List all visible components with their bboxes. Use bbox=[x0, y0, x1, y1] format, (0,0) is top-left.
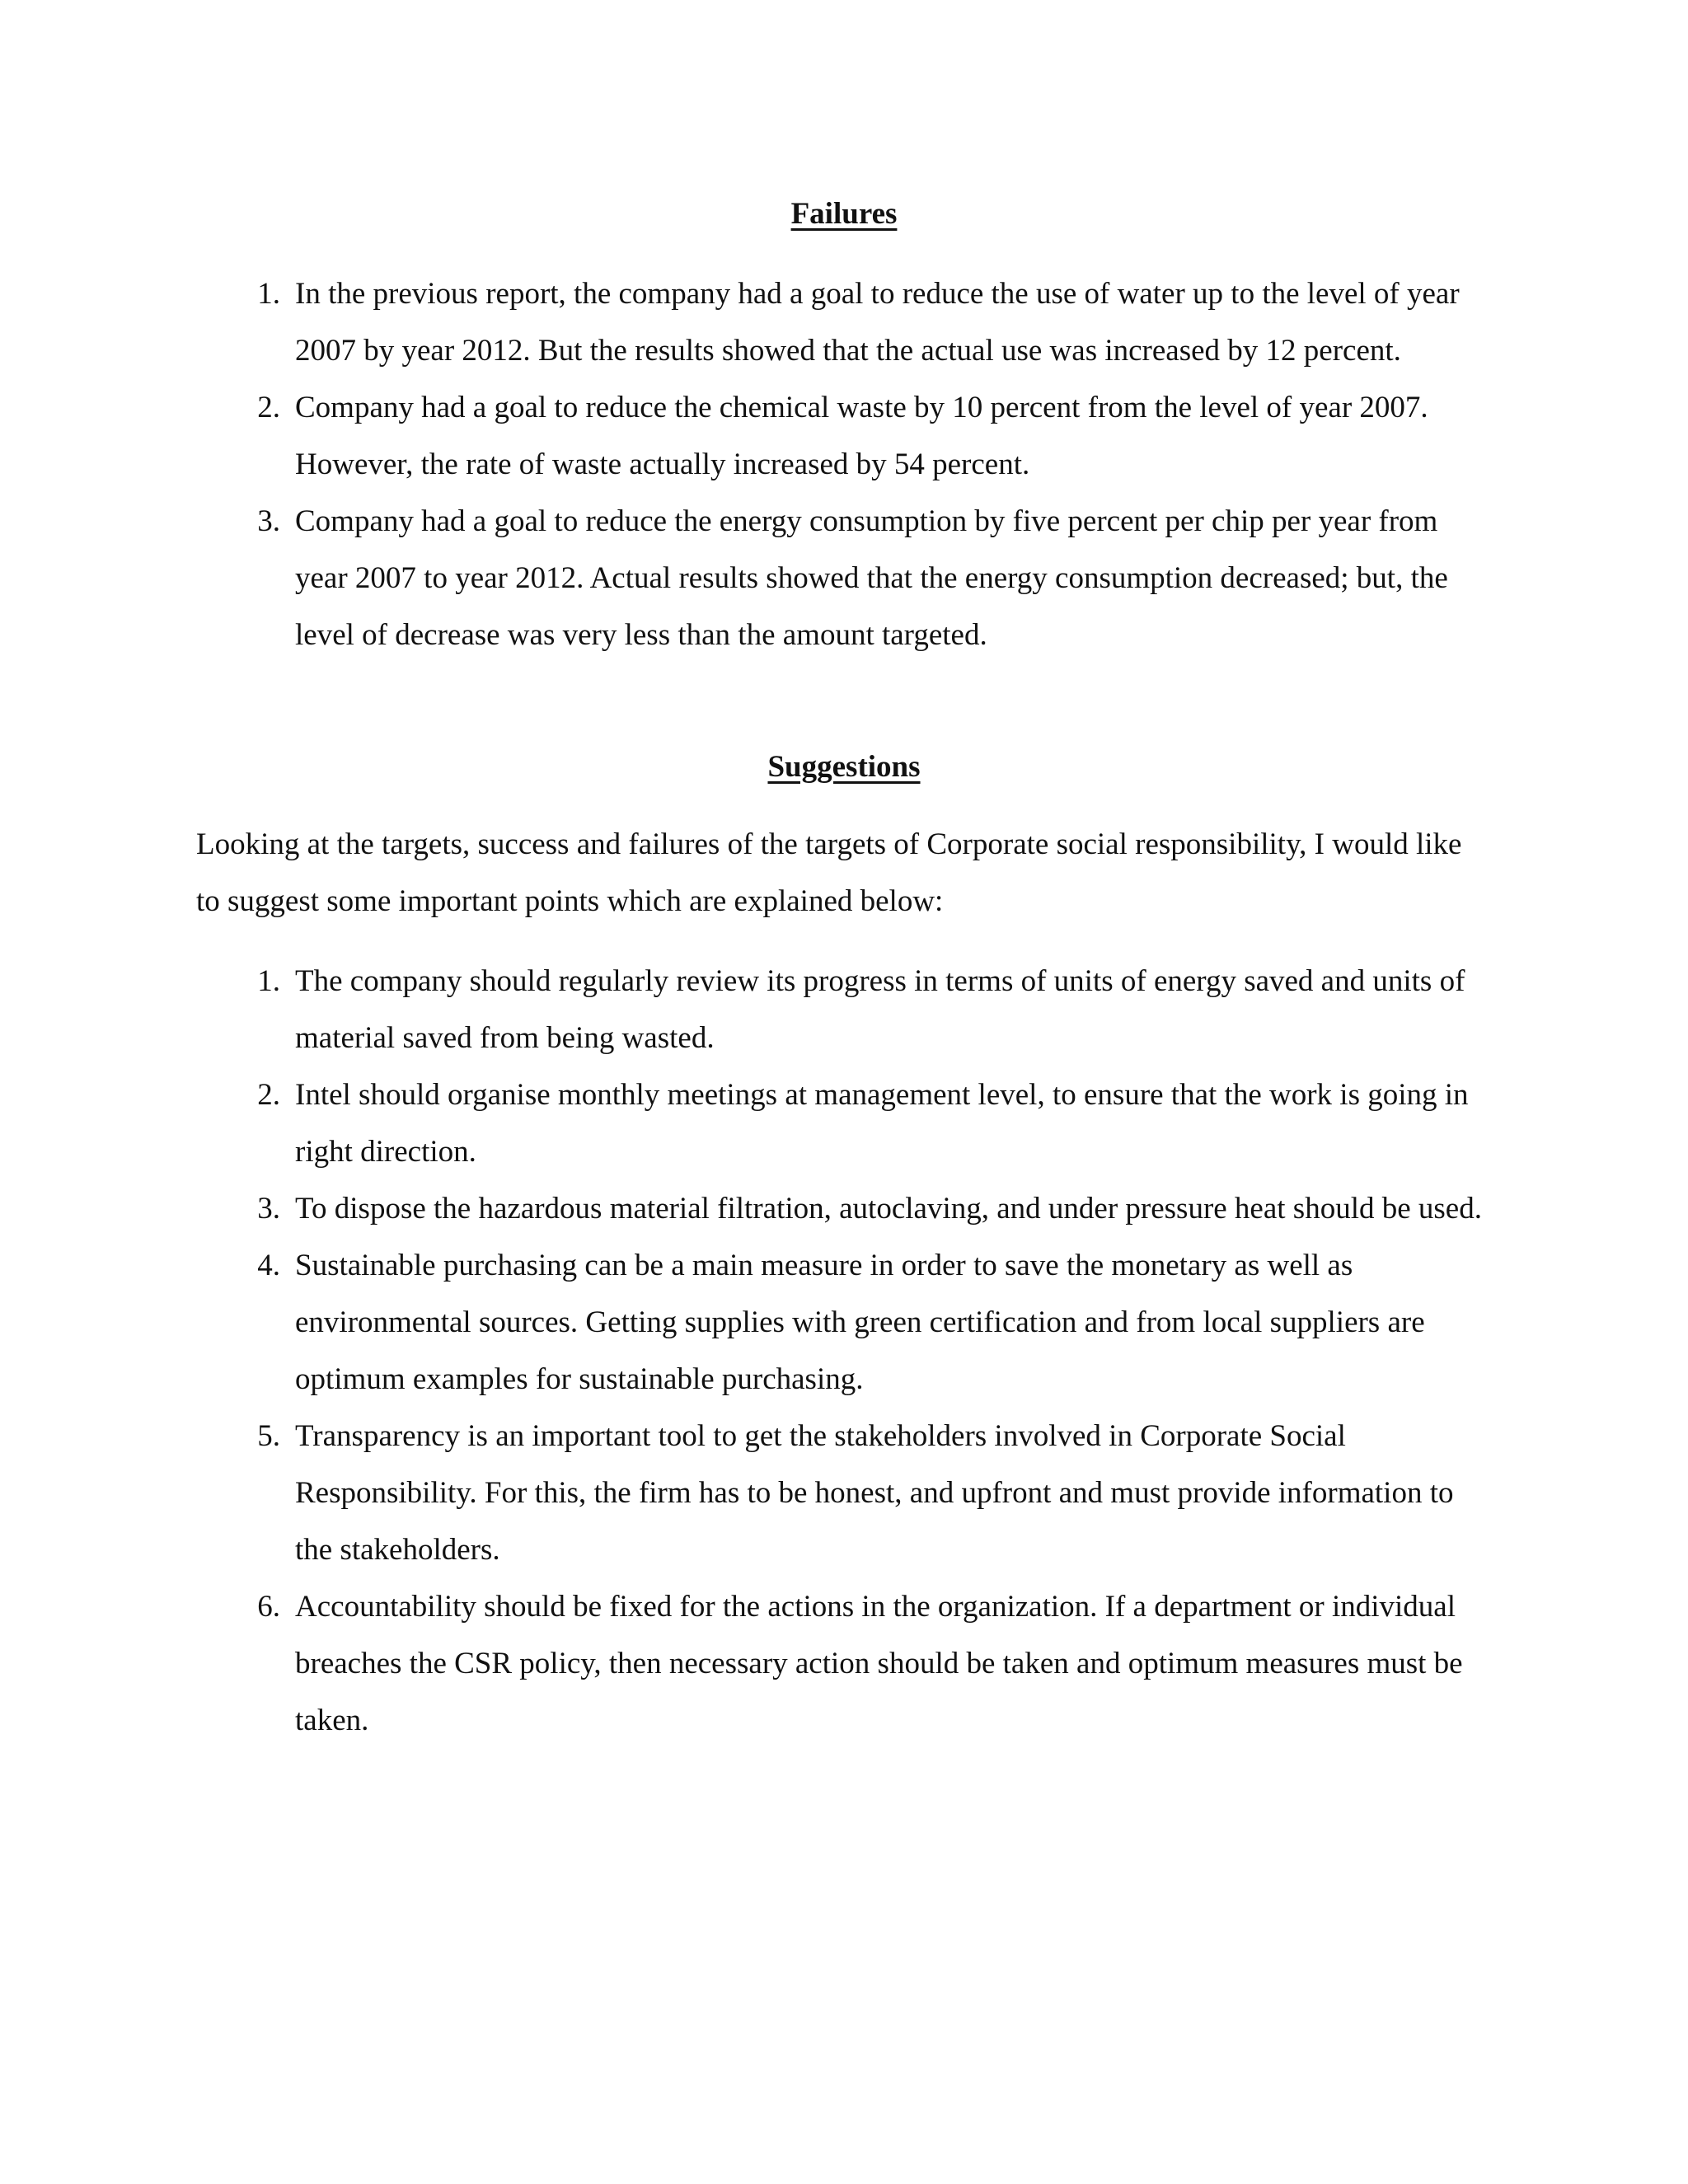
suggestions-list bbox=[257, 953, 1482, 1749]
list-item-text: In the previous report, the company had a goal to reduce the use of water up to the level of year 2007 by year 2012. But the results showed that the actual use was increased by 12 percent. bbox=[295, 277, 1460, 368]
list-item-number: 2. bbox=[257, 1078, 280, 1112]
list-item-number: 1. bbox=[257, 277, 280, 311]
list-item bbox=[257, 1066, 1482, 1180]
list-item bbox=[257, 1578, 1482, 1749]
list-item-number: 3. bbox=[257, 504, 280, 538]
list-item-text: Company had a goal to reduce the chemical waste by 10 percent from the level of year 2007. However, the rate of waste actually increased by 54 percent. bbox=[295, 391, 1428, 481]
list-item-text: To dispose the hazardous material filtration, autoclaving, and under pressure heat should be used. bbox=[295, 1192, 1482, 1226]
list-item-text: Intel should organise monthly meetings at management level, to ensure that the work is going in right direction. bbox=[295, 1078, 1469, 1169]
list-item bbox=[257, 265, 1482, 379]
list-item bbox=[257, 953, 1482, 1066]
list-item-text: Accountability should be fixed for the actions in the organization. If a department or individual breaches the CSR policy, then necessary action should be taken and optimum measures must be taken. bbox=[295, 1590, 1463, 1737]
list-item-number: 1. bbox=[257, 964, 280, 998]
list-item-number: 6. bbox=[257, 1590, 280, 1624]
list-item bbox=[257, 1237, 1482, 1408]
list-item-text: Company had a goal to reduce the energy consumption by five percent per chip per year from year 2007 to year 2012. Actual results showed that the energy consumption decreased; but, the level of decrease was very less than the amount targeted. bbox=[295, 504, 1448, 652]
list-item-number: 5. bbox=[257, 1419, 280, 1453]
failures-list bbox=[257, 265, 1482, 663]
list-item-number: 4. bbox=[257, 1249, 280, 1282]
list-item bbox=[257, 379, 1482, 493]
list-item-text: The company should regularly review its progress in terms of units of energy saved and units of material saved from being wasted. bbox=[295, 964, 1465, 1055]
failures-heading: Failures bbox=[790, 197, 898, 231]
list-item-text: Transparency is an important tool to get the stakeholders involved in Corporate Social Responsibility. For this, the firm has to be honest, and upfront and must provide information to the stakeholders. bbox=[295, 1419, 1454, 1567]
list-item-number: 3. bbox=[257, 1192, 280, 1226]
list-item bbox=[257, 1408, 1482, 1578]
list-item bbox=[257, 493, 1482, 663]
suggestions-heading: Suggestions bbox=[767, 750, 921, 784]
list-item-text: Sustainable purchasing can be a main measure in order to save the monetary as well as environmental sources. Getting supplies with green certification and from local suppliers are optimum examples for sustainable purchasing. bbox=[295, 1249, 1425, 1396]
list-item-number: 2. bbox=[257, 391, 280, 424]
list-item bbox=[257, 1180, 1482, 1237]
suggestions-intro: Looking at the targets, success and failures of the targets of Corporate social responsibility, I would like to suggest some important points which are explained below: bbox=[196, 827, 1462, 918]
